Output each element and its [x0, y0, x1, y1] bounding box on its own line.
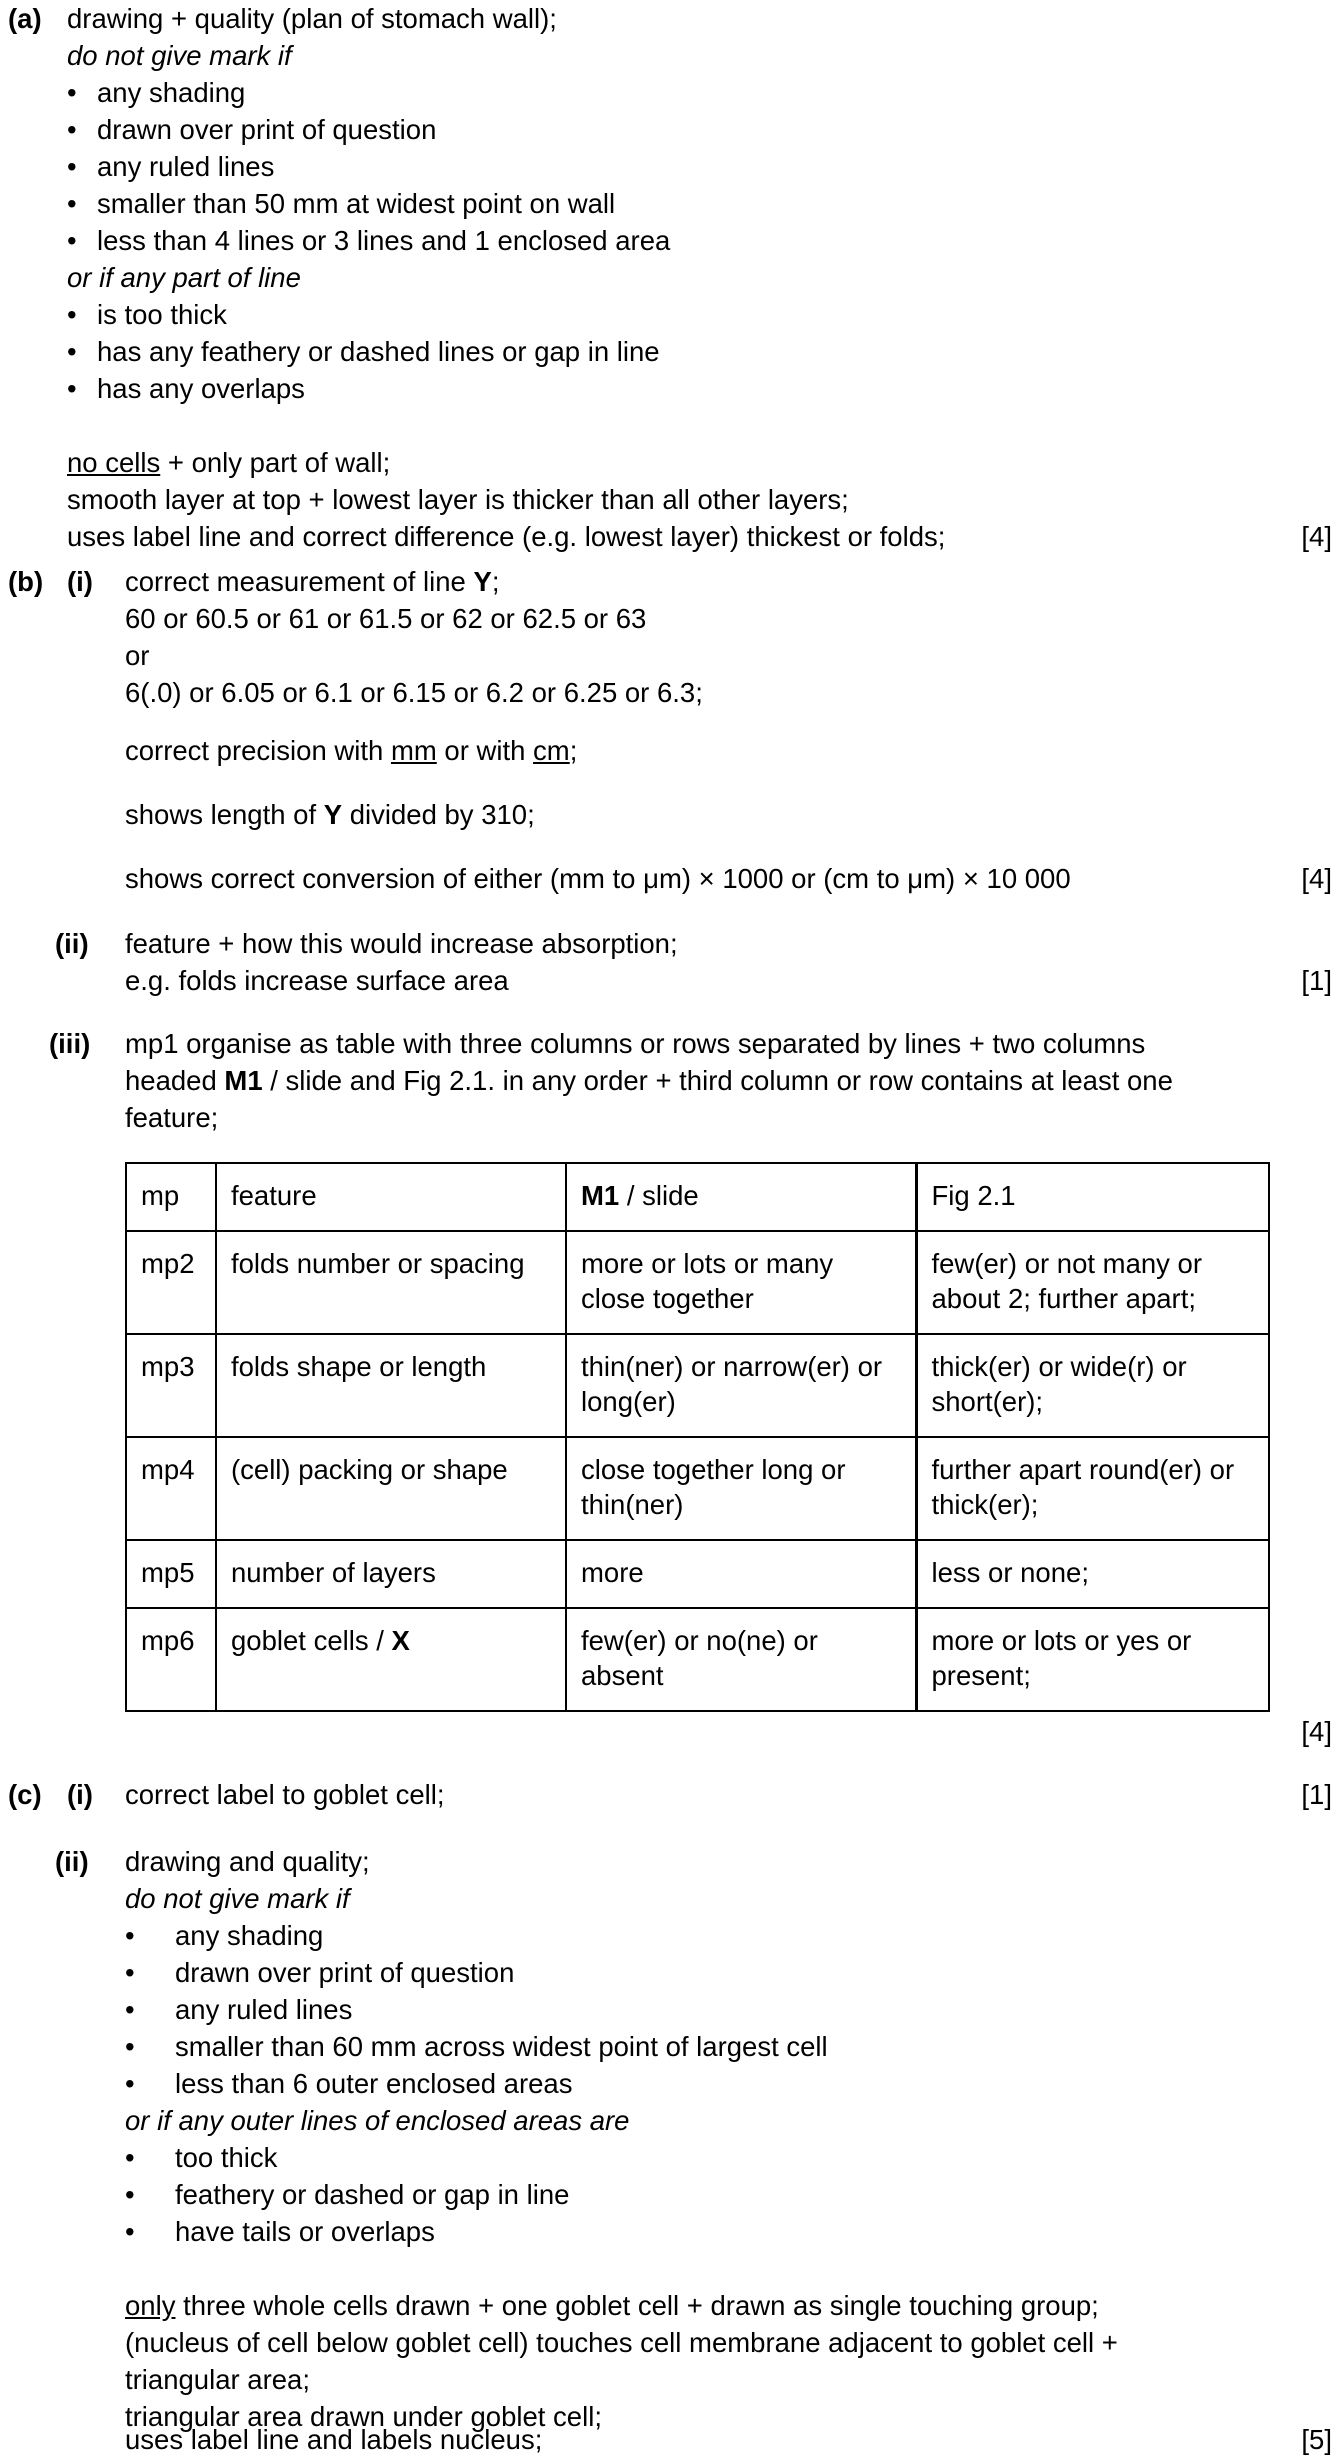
header-fig: Fig 2.1: [916, 1163, 1269, 1231]
bullet-icon: •: [125, 2179, 135, 2210]
part-b-ii-line1: feature + how this would increase absorption;: [125, 928, 678, 959]
bullet-icon: •: [125, 1920, 135, 1951]
part-b-ii-mark: [1]: [1301, 965, 1332, 996]
part-c-ii-or-if: or if any outer lines of enclosed areas are: [125, 2105, 630, 2136]
cell-m1: few(er) or no(ne) or absent: [566, 1608, 916, 1711]
part-b-iii-label: (iii): [49, 1028, 91, 1059]
bullet-icon: •: [125, 2142, 135, 2173]
part-b-i-line7: shows correct conversion of either (mm to μm) × 1000 or (cm to μm) × 10 000: [125, 863, 1071, 894]
part-b-i-line4: 6(.0) or 6.05 or 6.1 or 6.15 or 6.2 or 6.25 or 6.3;: [125, 677, 703, 708]
cell-fig: more or lots or yes or present;: [916, 1608, 1269, 1711]
cell-feature: goblet cells / X: [216, 1608, 566, 1711]
part-c-i-mark: [1]: [1301, 1779, 1332, 1810]
cell-mp: mp6: [126, 1608, 216, 1711]
bullet-icon: •: [125, 2031, 135, 2062]
part-b-i-line1: correct measurement of line Y;: [125, 566, 500, 597]
cell-m1: thin(ner) or narrow(er) or long(er): [566, 1334, 916, 1437]
bullet-icon: •: [125, 2216, 135, 2247]
cell-mp: mp3: [126, 1334, 216, 1437]
table-row: [126, 1437, 1269, 1540]
bullet-icon: •: [125, 2068, 135, 2099]
part-b-i-line6: shows length of Y divided by 310;: [125, 799, 535, 830]
header-m1-slide: M1 / slide: [566, 1163, 916, 1231]
part-c-ii-p2: (nucleus of cell below goblet cell) touches cell membrane adjacent to goblet cell +: [125, 2327, 1118, 2358]
bullet-icon: •: [67, 77, 77, 108]
bullet-icon: •: [125, 1957, 135, 1988]
cell-fig: thick(er) or wide(r) or short(er);: [916, 1334, 1269, 1437]
part-a-mp1: no cells + only part of wall;: [67, 447, 391, 478]
part-c-i-label: (i): [67, 1779, 93, 1810]
header-feature: feature: [216, 1163, 566, 1231]
cell-feature: folds shape or length: [216, 1334, 566, 1437]
part-c-ii-label: (ii): [55, 1846, 89, 1877]
bullet-icon: •: [67, 373, 77, 404]
part-c-ii-p5: uses label line and labels nucleus;: [125, 2424, 543, 2455]
cell-fig: further apart round(er) or thick(er);: [916, 1437, 1269, 1540]
mark-scheme-table: [125, 1162, 1270, 1712]
part-b-iii-line2: headed M1 / slide and Fig 2.1. in any order + third column or row contains at least one: [125, 1065, 1173, 1096]
part-b-i-label: (i): [67, 566, 93, 597]
part-c-ii-p3: triangular area;: [125, 2364, 310, 2395]
cell-feature: number of layers: [216, 1540, 566, 1608]
bullet-icon: •: [67, 336, 77, 367]
part-c-ii-mark: [5]: [1301, 2424, 1332, 2455]
part-a-label: (a): [8, 3, 42, 34]
part-c-ii-no-mark-if: do not give mark if: [125, 1883, 350, 1914]
table-header-row: [126, 1163, 1269, 1231]
part-a-no-mark-if: do not give mark if: [67, 40, 292, 71]
bullet-icon: •: [67, 225, 77, 256]
part-a-mp2: smooth layer at top + lowest layer is thicker than all other layers;: [67, 484, 849, 515]
cell-mp: mp5: [126, 1540, 216, 1608]
cell-mp: mp4: [126, 1437, 216, 1540]
part-b-ii-label: (ii): [55, 928, 89, 959]
part-c-ii-line1: drawing and quality;: [125, 1846, 370, 1877]
cell-m1: more or lots or many close together: [566, 1231, 916, 1334]
table-row: [126, 1231, 1269, 1334]
part-a-or-if: or if any part of line: [67, 262, 301, 293]
cell-m1: more: [566, 1540, 916, 1608]
header-mp: mp: [126, 1163, 216, 1231]
part-c-ii-p4: triangular area drawn under goblet cell;: [125, 2401, 602, 2432]
bullet-icon: •: [125, 1994, 135, 2025]
part-c-i-line1: correct label to goblet cell;: [125, 1779, 445, 1810]
bullet-icon: •: [67, 299, 77, 330]
bullet-icon: •: [67, 188, 77, 219]
cell-mp: mp2: [126, 1231, 216, 1334]
table-row: [126, 1334, 1269, 1437]
part-b-i-line3: or: [125, 640, 150, 671]
part-b-ii-line2: e.g. folds increase surface area: [125, 965, 509, 996]
bullet-icon: •: [67, 114, 77, 145]
part-b-i-line2: 60 or 60.5 or 61 or 61.5 or 62 or 62.5 or 63: [125, 603, 647, 634]
part-b-iii-mark: [4]: [1301, 1716, 1332, 1747]
cell-feature: (cell) packing or shape: [216, 1437, 566, 1540]
part-a-line1: drawing + quality (plan of stomach wall);: [67, 3, 557, 34]
part-c-ii-p1: only three whole cells drawn + one goblet cell + drawn as single touching group;: [125, 2290, 1099, 2321]
table-row: [126, 1608, 1269, 1711]
cell-m1: close together long or thin(ner): [566, 1437, 916, 1540]
part-a-mark: [4]: [1301, 521, 1332, 552]
part-c-label: (c): [8, 1779, 42, 1810]
part-b-label: (b): [8, 566, 44, 597]
part-a-mp3: uses label line and correct difference (e.g. lowest layer) thickest or folds;: [67, 521, 946, 552]
part-b-iii-line1: mp1 organise as table with three columns or rows separated by lines + two columns: [125, 1028, 1146, 1059]
cell-fig: less or none;: [916, 1540, 1269, 1608]
part-b-i-mark: [4]: [1301, 863, 1332, 894]
cell-feature: folds number or spacing: [216, 1231, 566, 1334]
part-b-iii-line3: feature;: [125, 1102, 219, 1133]
bullet-icon: •: [67, 151, 77, 182]
table-row: [126, 1540, 1269, 1608]
cell-fig: few(er) or not many or about 2; further apart;: [916, 1231, 1269, 1334]
part-b-i-line5: correct precision with mm or with cm;: [125, 735, 578, 766]
